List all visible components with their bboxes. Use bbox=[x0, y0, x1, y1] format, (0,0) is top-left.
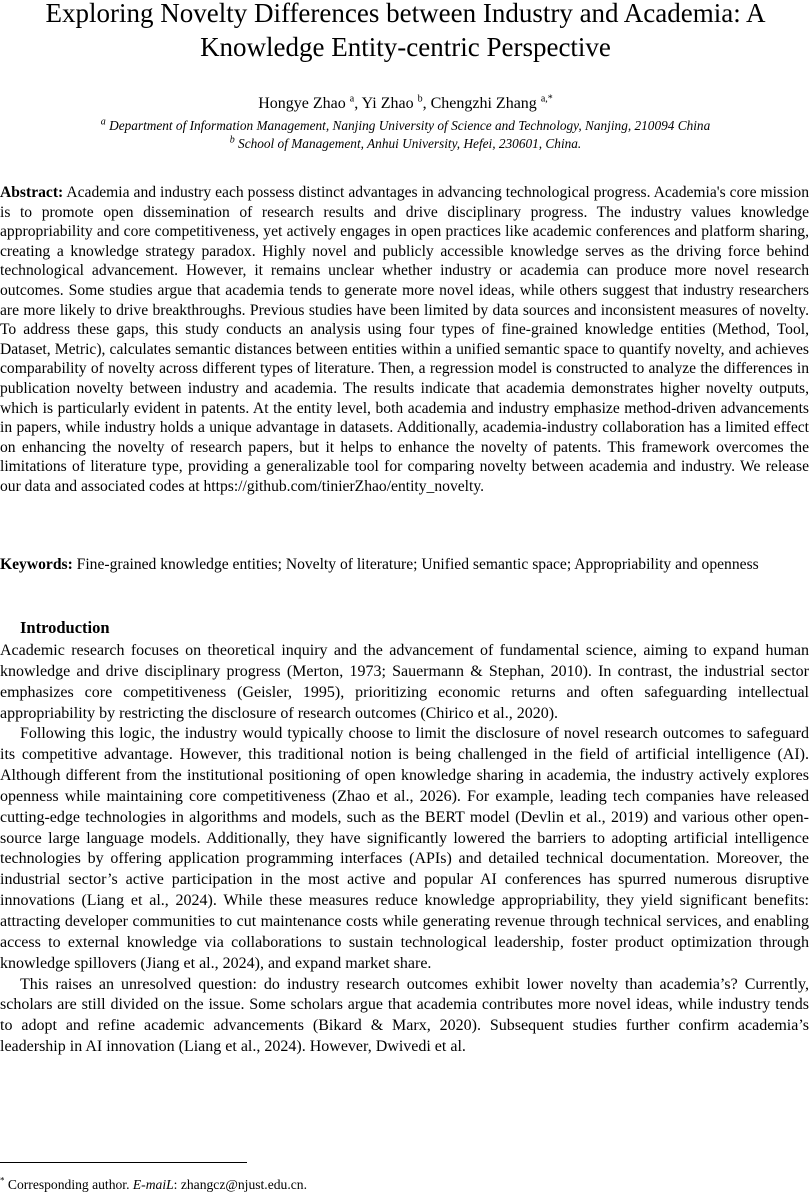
keywords bbox=[0, 555, 809, 575]
author-line bbox=[0, 94, 811, 114]
keywords-text: Fine-grained knowledge entities; Novelty of literature; Unified semantic space; Appropriability and openness bbox=[72, 556, 759, 573]
author-name: Yi Zhao bbox=[361, 95, 414, 112]
footnote bbox=[0, 1176, 307, 1193]
body-paragraph: Academic research focuses on theoretical inquiry and the advancement of fundamental science, aiming to expand human knowledge and drive disciplinary progress (Merton, 1973; Sauermann & Stephan, 2010). In contrast, the industrial sector emphasizes core competitiveness (Geisler, 1995), prioritizing economic returns and often safeguarding intellectual appropriability by restricting the disclosure of research outcomes (Chirico et al., 2020). bbox=[0, 642, 809, 722]
affiliation-mark: b bbox=[229, 134, 235, 146]
body-paragraph: Following this logic, the industry would typically choose to limit the disclosure of novel research outcomes to safeguard its competitive advantage. However, this traditional notion is being challenged in the field of artificial intelligence (AI). Although different from the institutional positioning of open knowledge sharing in academia, the industry actively explores openness while maintaining core competitiveness (Zhao et al., 2026). For example, leading tech companies have released cutting-edge technologies in algorithms and models, such as the BERT model (Devlin et al., 2019) and various other open-source large language models. Additionally, they have significantly lowered the barriers to adopting artificial intelligence technologies by offering application programming interfaces (APIs) and detailed technical documentation. Moreover, the industrial sector’s active participation in the most active and popular AI conferences has spurred numerous disruptive innovations (Liang et al., 2024). While these measures reduce knowledge appropriability, they yield significant benefits: attracting developer communities to cut maintenance costs while generating revenue through technical services, and enabling access to external knowledge via collaborations to sustain technological leadership, foster product optimization through knowledge spillovers (Jiang et al., 2024), and expand market share. bbox=[0, 725, 809, 972]
affiliation-mark: a,* bbox=[540, 93, 553, 105]
author-separator: , bbox=[422, 95, 431, 112]
author-name: Hongye Zhao bbox=[258, 95, 346, 112]
affiliation-mark: a bbox=[100, 116, 106, 128]
author-separator: , bbox=[354, 95, 362, 112]
affiliation-mark: a bbox=[349, 93, 355, 105]
keywords-label: Keywords: bbox=[0, 556, 73, 573]
footnote-divider bbox=[0, 1162, 247, 1163]
abstract-label: Abstract: bbox=[0, 184, 64, 201]
footnote-email: : zhangcz@njust.edu.cn. bbox=[173, 1177, 307, 1192]
affiliation-b bbox=[0, 135, 811, 152]
affiliation-text: School of Management, Anhui University, Hefei, 230601, China. bbox=[234, 136, 582, 151]
author-name: Chengzhi Zhang bbox=[430, 95, 537, 112]
section-body bbox=[0, 641, 809, 1058]
affiliation-text: Department of Information Management, Nanjing University of Science and Technology, Nanjing, 210094 China bbox=[105, 118, 711, 133]
abstract bbox=[0, 183, 809, 497]
abstract-text: Academia and industry each possess distinct advantages in advancing technological progress. Academia's core mission is to promote open dissemination of research results and drive disciplinary progress. The industry values knowledge appropriability and core competitiveness, yet actively engages in open practices like academic conferences and platform sharing, creating a knowledge strategy paradox. Highly novel and publicly accessible knowledge serves as the driving force behind technological advancement. However, it remains unclear whether industry or academia can produce more novel research outcomes. Some studies argue that academia tends to generate more novel ideas, while others suggest that industry researchers are more likely to drive breakthroughs. Previous studies have been limited by data sources and inconsistent measures of novelty. To address these gaps, this study conducts an analysis using four types of fine-grained knowledge entities (Method, Tool, Dataset, Metric), calculates semantic distances between entities within a unified semantic space to quantify novelty, and achieves comparability of novelty across different types of literature. Then, a regression model is constructed to analyze the differences in publication novelty between industry and academia. The results indicate that academia demonstrates higher novelty outputs, which is particularly evident in patents. At the entity level, both academia and industry emphasize method-driven advancements in papers, while industry holds a unique advantage in datasets. Additionally, academia-industry collaboration has a limited effect on enhancing the novelty of research papers, but it helps to enhance the novelty of patents. This framework overcomes the limitations of literature type, providing a generalizable tool for comparing novelty between academia and industry. We release our data and associated codes at https://github.com/tinierZhao/entity_novelty. bbox=[0, 184, 809, 495]
footnote-email-label: E-maiL bbox=[132, 1177, 174, 1192]
affiliation-a bbox=[0, 117, 811, 134]
footnote-text: Corresponding author. bbox=[4, 1177, 133, 1192]
section-heading: Introduction bbox=[20, 618, 110, 637]
affiliation-mark: b bbox=[417, 93, 423, 105]
paper-title: Exploring Novelty Differences between Industry and Academia: A Knowledge Entity-centric Perspective bbox=[45, 0, 766, 62]
footnote-mark: * bbox=[0, 1175, 5, 1186]
body-paragraph: This raises an unresolved question: do industry research outcomes exhibit lower novelty than academia’s? Currently, scholars are still divided on the issue. Some scholars argue that academia contributes more novel ideas, while industry tends to adopt and refine academic advancements (Bikard & Marx, 2020). Subsequent studies further confirm academia’s leadership in AI innovation (Liang et al., 2024). However, Dwivedi et al. bbox=[0, 975, 809, 1056]
